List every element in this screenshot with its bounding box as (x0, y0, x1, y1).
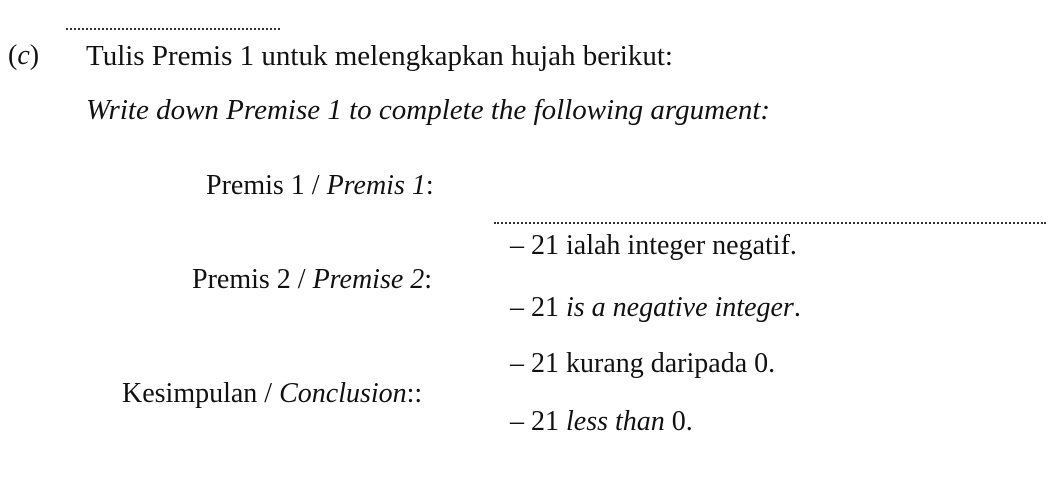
premise2-text-english: – 21 is a negative integer. (510, 292, 801, 323)
question-part-label: (c) (8, 40, 40, 71)
premise2-text-malay: – 21 ialah integer negatif. (510, 230, 797, 261)
premise2-label: Premis 2 / Premise 2: (192, 264, 433, 295)
question-text-english: Write down Premise 1 to complete the following argument: (86, 94, 771, 126)
premise1-label: Premis 1 / Premis 1: (206, 170, 434, 201)
previous-answer-line (66, 28, 280, 30)
question-text-malay: Tulis Premis 1 untuk melengkapkan hujah berikut: (86, 40, 673, 72)
premise1-answer-line[interactable] (494, 222, 1046, 224)
conclusion-text-english: – 21 less than 0. (510, 406, 693, 437)
conclusion-label: Kesimpulan / Conclusion:: (122, 378, 423, 409)
conclusion-text-malay: – 21 kurang daripada 0. (510, 348, 776, 379)
